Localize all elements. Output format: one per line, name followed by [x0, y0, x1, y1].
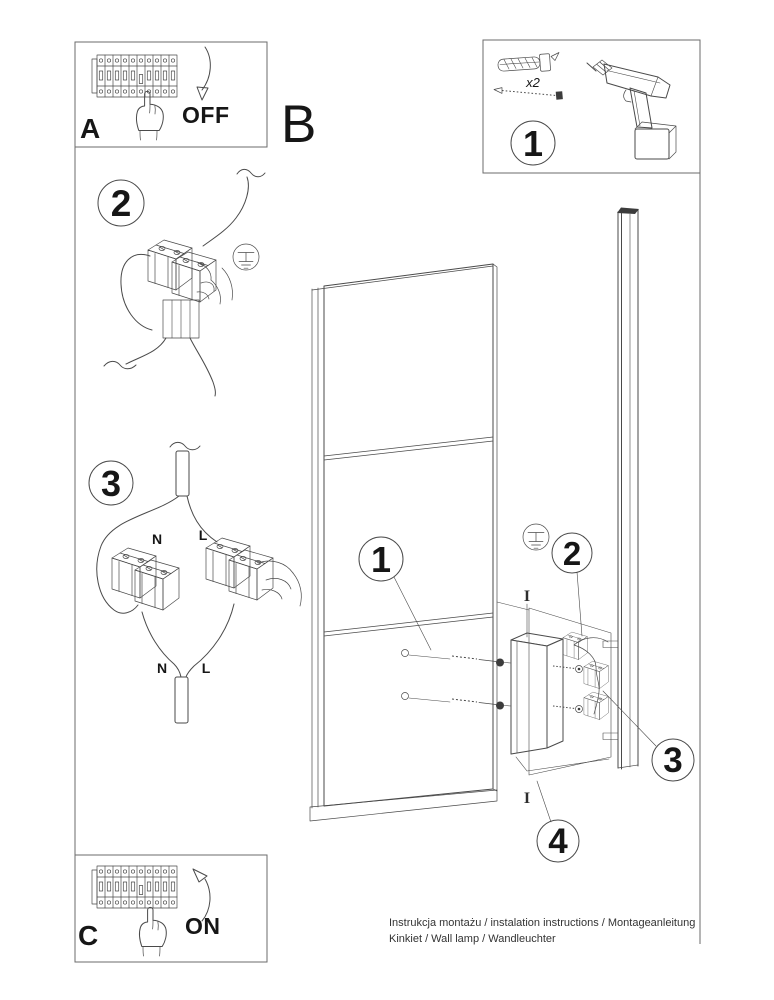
- footer-line2: Kinkiet / Wall lamp / Wandleuchter: [389, 933, 556, 945]
- step-b-label: B: [281, 95, 317, 154]
- step-c-label: C: [78, 920, 99, 951]
- dowel-quantity-label: x2: [526, 75, 540, 90]
- parts-callout-number: 1: [522, 123, 544, 164]
- wire-n-bottom-label: N: [156, 660, 168, 676]
- terminal-block-icon: [206, 538, 250, 588]
- anchor-screw-icon: [452, 699, 511, 710]
- alignment-mark-top: I: [523, 588, 531, 605]
- step-c-illustration: [78, 866, 221, 956]
- wire-l-top-label: L: [198, 527, 208, 543]
- wires: [97, 496, 234, 677]
- power-on-label: ON: [185, 913, 221, 939]
- hole-leader-lines: [409, 655, 450, 702]
- arrow-down-icon: [197, 47, 210, 100]
- wall-plug-icon: [498, 53, 559, 72]
- step2-number: 2: [110, 183, 132, 224]
- hand-icon: [258, 561, 301, 606]
- wire-n-top-label: N: [151, 531, 163, 547]
- step3-number: 3: [100, 463, 122, 504]
- terminal-block-icon: [148, 240, 192, 290]
- anchor-screw-icon: [452, 656, 511, 667]
- terminal-block-icon: [112, 548, 156, 598]
- breaker-panel-icon: [92, 866, 177, 908]
- step-c-box: [75, 855, 267, 962]
- cable-sheath-bottom: [175, 677, 188, 723]
- callout-2-number: 2: [562, 535, 582, 572]
- wiring-step2-illustration: [98, 169, 265, 396]
- hand-icon: [197, 262, 233, 304]
- step-a-box: [75, 42, 267, 147]
- step-a-label: A: [80, 113, 101, 144]
- terminal-block-icon: [172, 252, 216, 302]
- drill-hole: [402, 693, 409, 700]
- wire-sleeve: [163, 300, 199, 338]
- hand-icon: [140, 907, 167, 956]
- lamp-bar: [603, 208, 639, 770]
- parts-box-contents: [494, 53, 676, 166]
- terminal-block-icon: [563, 632, 587, 660]
- power-off-label: OFF: [182, 102, 230, 128]
- terminal-block-icon: [135, 560, 179, 610]
- hand-icon: [137, 91, 164, 140]
- callout-4-leader: [537, 781, 551, 822]
- wall-panels: [310, 264, 497, 821]
- installation-drawing: [310, 208, 694, 863]
- breaker-panel-icon: [92, 55, 177, 97]
- cable-sheath-top: [176, 451, 189, 496]
- drill-hole: [402, 650, 409, 657]
- footer: [389, 917, 695, 945]
- footer-line1: Instrukcja montażu / instalation instructions / Montageanleitung: [389, 917, 696, 929]
- drill-icon: [587, 60, 676, 159]
- step-a-illustration: [80, 47, 230, 144]
- callout-4-number: 4: [548, 822, 568, 861]
- ground-symbol-icon: [523, 524, 549, 550]
- callout-2-leader: [577, 572, 582, 636]
- supply-wire: [574, 638, 608, 714]
- template-bottom-lines: [516, 757, 609, 771]
- wire-l-bottom-label: L: [201, 660, 211, 676]
- alignment-mark-bottom: I: [523, 790, 531, 807]
- callout-3-number: 3: [663, 741, 683, 780]
- callout-1-leader: [394, 577, 431, 650]
- terminal-block-icon: [229, 550, 273, 600]
- mounting-bracket: [511, 633, 563, 754]
- parts-box: [483, 40, 700, 173]
- callout-1-number: 1: [370, 539, 392, 580]
- wiring-step3-illustration: [89, 442, 301, 723]
- cable-break: [170, 442, 200, 449]
- ground-symbol-icon: [233, 244, 259, 270]
